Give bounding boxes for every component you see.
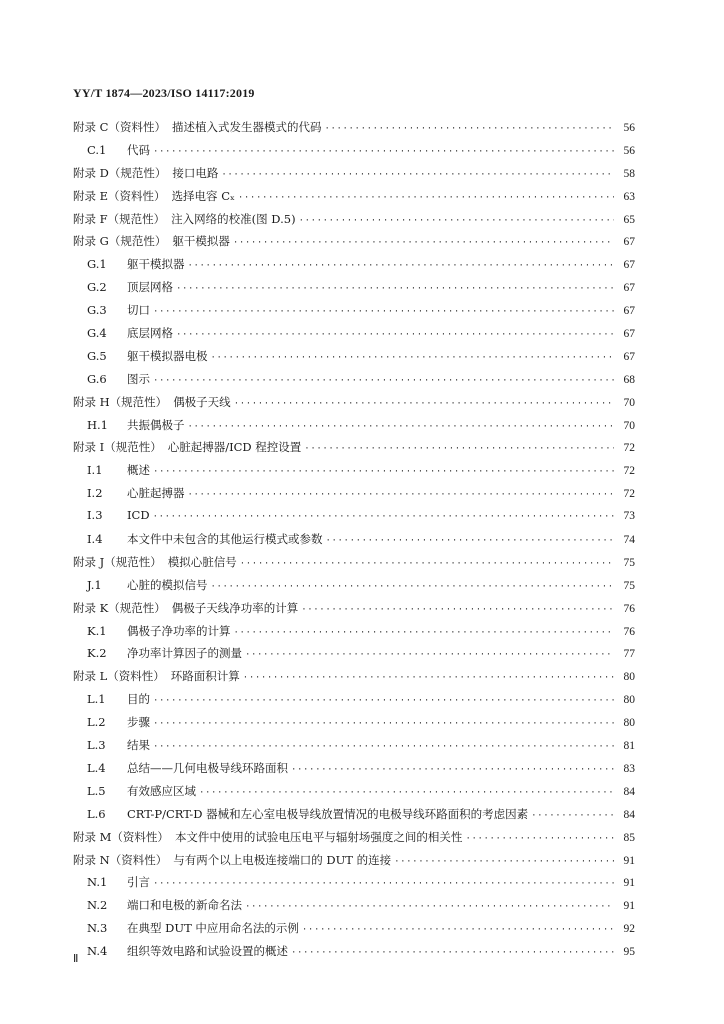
toc-entry-label xyxy=(87,279,173,295)
document-header: YY/T 1874—2023/ISO 14117:2019 xyxy=(73,86,255,100)
dot-leader xyxy=(188,490,615,500)
toc-entry[interactable] xyxy=(73,394,635,417)
toc-entry-number: L.2 xyxy=(87,715,106,730)
dot-leader xyxy=(465,834,614,844)
toc-entry-title: 底层网格 xyxy=(127,326,173,341)
toc-entry[interactable] xyxy=(73,645,635,668)
dot-leader xyxy=(324,124,614,134)
toc-entry-number: I.4 xyxy=(87,532,103,547)
toc-entry-page: 76 xyxy=(623,602,635,615)
toc-entry-number: 附录 D（规范性） xyxy=(73,165,167,180)
toc-entry-label xyxy=(73,829,462,845)
toc-entry[interactable] xyxy=(73,943,635,966)
dot-leader xyxy=(233,238,614,248)
toc-entry-title: 组织等效电路和试验设置的概述 xyxy=(127,944,288,959)
toc-entry-number: 附录 I（规范性） xyxy=(73,440,162,455)
toc-entry-label xyxy=(87,325,173,341)
toc-entry-page: 74 xyxy=(623,534,635,547)
toc-entry-title: 接口电路 xyxy=(172,165,219,180)
toc-entry-label xyxy=(73,439,301,455)
dot-leader xyxy=(240,559,614,569)
toc-entry-title: 心脏起搏器/ICD 程控设置 xyxy=(167,440,302,455)
toc-entry-number: I.1 xyxy=(87,463,103,478)
toc-entry-title: 共振偶极子 xyxy=(127,417,185,432)
toc-entry[interactable] xyxy=(73,554,635,577)
toc-entry-page: 75 xyxy=(623,579,635,592)
toc-entry[interactable] xyxy=(73,806,635,829)
dot-leader xyxy=(238,193,614,203)
toc-entry[interactable] xyxy=(73,165,635,188)
toc-entry[interactable] xyxy=(73,897,635,920)
toc-entry-number: H.1 xyxy=(87,417,109,432)
dot-leader xyxy=(531,811,614,821)
toc-entry-label xyxy=(87,806,528,822)
toc-entry-label xyxy=(73,233,230,249)
toc-entry-page: 56 xyxy=(623,144,635,157)
toc-entry-label xyxy=(87,531,323,547)
toc-entry-page: 85 xyxy=(623,831,635,844)
dot-leader xyxy=(153,147,614,157)
toc-entry-label xyxy=(87,256,185,272)
toc-entry[interactable] xyxy=(73,668,635,691)
toc-entry-number: L.6 xyxy=(87,806,106,821)
toc-entry[interactable] xyxy=(73,119,635,142)
toc-entry-title: 目的 xyxy=(127,692,150,707)
dot-leader xyxy=(153,307,614,317)
toc-entry-page: 58 xyxy=(623,167,635,180)
toc-entry[interactable] xyxy=(73,623,635,646)
toc-entry[interactable] xyxy=(73,302,635,325)
toc-entry-title: 躯干模拟器 xyxy=(127,257,185,272)
toc-entry-page: 67 xyxy=(623,305,635,318)
toc-entry[interactable] xyxy=(73,188,635,211)
toc-entry-number: C.1 xyxy=(87,142,107,157)
toc-entry-label xyxy=(73,394,231,410)
toc-entry-page: 76 xyxy=(623,625,635,638)
toc-entry-number: I.3 xyxy=(87,508,103,523)
toc-entry-label xyxy=(87,737,150,753)
toc-entry-label xyxy=(87,142,150,158)
toc-entry[interactable] xyxy=(73,760,635,783)
dot-leader xyxy=(188,422,615,432)
toc-entry-page: 80 xyxy=(623,694,635,707)
toc-entry-number: I.2 xyxy=(87,486,103,501)
toc-entry-number: 附录 G（规范性） xyxy=(73,234,167,249)
toc-entry[interactable] xyxy=(73,279,635,302)
toc-entry-title: 偶极子天线净功率的计算 xyxy=(171,600,299,615)
toc-entry-title: 代码 xyxy=(127,142,150,157)
toc-entry-title: 引言 xyxy=(127,875,150,890)
toc-entry-title: 心脏的模拟信号 xyxy=(127,577,208,592)
toc-entry-label xyxy=(87,623,231,639)
toc-entry-page: 68 xyxy=(623,373,635,386)
toc-entry-title: 与有两个以上电极连接端口的 DUT 的连接 xyxy=(173,852,392,867)
toc-entry-page: 67 xyxy=(623,350,635,363)
toc-entry-page: 72 xyxy=(623,465,635,478)
toc-entry-title: 图示 xyxy=(127,371,150,386)
dot-leader xyxy=(299,216,614,226)
toc-entry[interactable] xyxy=(73,600,635,623)
toc-entry-label xyxy=(87,348,208,364)
toc-entry-label xyxy=(87,783,196,799)
dot-leader xyxy=(199,788,614,798)
toc-entry-page: 67 xyxy=(623,328,635,341)
toc-entry-number: 附录 N（资料性） xyxy=(73,852,168,867)
toc-entry-page: 67 xyxy=(623,259,635,272)
toc-entry-page: 81 xyxy=(623,740,635,753)
toc-entry-label xyxy=(73,600,298,616)
toc-entry-label xyxy=(87,577,208,593)
dot-leader xyxy=(394,857,614,867)
toc-entry-page: 63 xyxy=(623,190,635,203)
dot-leader xyxy=(188,261,615,271)
toc-entry-page: 80 xyxy=(623,717,635,730)
toc-entry-label xyxy=(87,645,242,661)
toc-entry-number: L.3 xyxy=(87,738,106,753)
toc-entry-title: 结果 xyxy=(127,738,150,753)
toc-entry-label xyxy=(87,371,150,387)
toc-entry-number: K.2 xyxy=(87,646,107,661)
toc-entry-number: N.4 xyxy=(87,944,108,959)
toc-entry-page: 91 xyxy=(623,900,635,913)
toc-entry-title: 偶极子净功率的计算 xyxy=(127,623,231,638)
toc-entry-title: 躯干模拟器 xyxy=(172,234,230,249)
toc-entry-page: 67 xyxy=(623,282,635,295)
dot-leader xyxy=(153,696,614,706)
dot-leader xyxy=(301,605,614,615)
toc-entry-title: 本文件中使用的试验电压电平与辐射场强度之间的相关性 xyxy=(174,829,463,844)
dot-leader xyxy=(243,673,614,683)
toc-entry-number: 附录 H（规范性） xyxy=(73,394,168,409)
toc-entry-number: L.1 xyxy=(87,692,106,707)
toc-entry-label xyxy=(87,462,150,478)
toc-entry-number: G.1 xyxy=(87,257,107,272)
toc-entry-page: 83 xyxy=(623,762,635,775)
toc-entry-label xyxy=(87,897,242,913)
toc-entry[interactable] xyxy=(73,691,635,714)
toc-entry-label xyxy=(87,508,150,522)
toc-entry[interactable] xyxy=(73,829,635,852)
toc-entry-label xyxy=(73,165,218,181)
toc-entry-title: 在典型 DUT 中应用命名法的示例 xyxy=(127,921,299,936)
toc-entry-label xyxy=(87,874,150,890)
toc-entry-title: 端口和电极的新命名法 xyxy=(127,898,242,913)
toc-entry-title: 偶极子天线 xyxy=(173,394,231,409)
toc-entry[interactable] xyxy=(73,920,635,943)
toc-entry-label xyxy=(87,920,299,936)
toc-entry-label xyxy=(87,943,288,959)
toc-entry[interactable] xyxy=(73,737,635,760)
toc-entry-number: J.1 xyxy=(87,577,102,592)
dot-leader xyxy=(176,284,614,294)
toc-entry-label xyxy=(87,760,288,776)
toc-entry-page: 84 xyxy=(623,808,635,821)
toc-entry-page: 73 xyxy=(623,510,635,523)
toc-entry[interactable] xyxy=(73,852,635,875)
table-of-contents xyxy=(73,119,635,966)
toc-entry[interactable] xyxy=(73,233,635,256)
toc-entry-page: 56 xyxy=(623,122,635,134)
dot-leader xyxy=(153,376,614,386)
toc-entry-title: 选择电容 Cₓ xyxy=(171,188,235,203)
toc-entry-page: 70 xyxy=(623,396,635,409)
dot-leader xyxy=(245,650,614,660)
toc-entry-page: 95 xyxy=(623,946,635,959)
toc-entry-number: G.6 xyxy=(87,371,107,386)
dot-leader xyxy=(153,719,614,729)
toc-entry-title: 有效感应区域 xyxy=(127,783,196,798)
toc-entry-number: 附录 E（资料性） xyxy=(73,188,166,203)
toc-entry-title: 顶层网格 xyxy=(127,280,173,295)
toc-entry-page: 91 xyxy=(623,877,635,890)
toc-entry-label xyxy=(87,714,150,730)
toc-entry[interactable] xyxy=(73,325,635,348)
toc-entry-number: G.3 xyxy=(87,303,107,318)
toc-entry-number: G.2 xyxy=(87,280,107,295)
toc-entry[interactable] xyxy=(73,142,635,165)
toc-entry-label xyxy=(73,119,321,135)
toc-entry-page: 92 xyxy=(623,923,635,936)
dot-leader xyxy=(326,536,615,546)
toc-entry[interactable] xyxy=(73,371,635,394)
toc-entry[interactable] xyxy=(73,577,635,600)
toc-entry[interactable] xyxy=(73,783,635,806)
toc-entry-number: L.5 xyxy=(87,783,106,798)
toc-entry-label xyxy=(73,211,296,227)
toc-entry-label xyxy=(87,302,150,318)
dot-leader xyxy=(153,879,614,889)
toc-entry-label xyxy=(73,554,237,570)
toc-entry-number: 附录 L（资料性） xyxy=(73,669,165,684)
toc-entry-title: 总结——几何电极导线环路面积 xyxy=(127,760,288,775)
toc-entry-number: 附录 C（资料性） xyxy=(73,120,166,134)
toc-entry-page: 72 xyxy=(623,488,635,501)
dot-leader xyxy=(211,353,615,363)
page-number-footer: Ⅱ xyxy=(73,953,79,965)
toc-entry-page: 77 xyxy=(623,648,635,661)
toc-entry[interactable] xyxy=(73,508,635,531)
toc-entry-title: 概述 xyxy=(127,463,150,478)
dot-leader xyxy=(234,399,614,409)
toc-entry-label xyxy=(87,417,185,433)
toc-entry-title: CRT-P/CRT-D 器械和左心室电极导线放置情况的电极导线环路面积的考虑因素 xyxy=(127,806,529,821)
toc-entry-number: G.5 xyxy=(87,348,107,363)
toc-entry[interactable] xyxy=(73,462,635,485)
toc-entry-number: N.3 xyxy=(87,921,108,936)
dot-leader xyxy=(153,467,614,477)
toc-entry[interactable] xyxy=(73,439,635,462)
toc-entry-page: 65 xyxy=(623,213,635,226)
toc-entry-page: 75 xyxy=(623,556,635,569)
dot-leader xyxy=(291,948,614,958)
toc-entry-label xyxy=(87,485,185,501)
dot-leader xyxy=(221,170,614,180)
toc-entry-number: G.4 xyxy=(87,326,107,341)
toc-entry-title: 注入网络的校准(图 D.5) xyxy=(171,211,296,226)
toc-entry-number: 附录 M（资料性） xyxy=(73,829,169,844)
toc-entry[interactable] xyxy=(73,485,635,508)
toc-entry-title: 切口 xyxy=(127,303,150,318)
dot-leader xyxy=(234,628,615,638)
toc-entry-number: L.4 xyxy=(87,760,106,775)
toc-entry-title: 描述植入式发生器模式的代码 xyxy=(171,120,322,134)
toc-entry-number: K.1 xyxy=(87,623,107,638)
toc-entry-page: 70 xyxy=(623,419,635,432)
toc-entry[interactable] xyxy=(73,256,635,279)
toc-entry-number: N.2 xyxy=(87,898,108,913)
toc-entry-page: 84 xyxy=(623,785,635,798)
toc-entry-number: 附录 K（规范性） xyxy=(73,600,166,615)
toc-entry-title: 心脏起搏器 xyxy=(127,486,185,501)
toc-entry-label xyxy=(73,188,235,204)
toc-entry-number: N.1 xyxy=(87,875,108,890)
toc-entry[interactable] xyxy=(73,531,635,554)
toc-entry-label xyxy=(73,852,391,868)
toc-entry[interactable] xyxy=(73,348,635,371)
dot-leader xyxy=(302,925,614,935)
toc-entry-title: 本文件中未包含的其他运行模式或参数 xyxy=(127,532,323,547)
toc-entry-title: ICD xyxy=(127,508,150,523)
dot-leader xyxy=(153,512,614,522)
toc-entry-page: 67 xyxy=(623,236,635,249)
toc-entry-label xyxy=(87,691,150,707)
dot-leader xyxy=(304,444,614,454)
toc-entry-title: 步骤 xyxy=(127,715,150,730)
toc-entry[interactable] xyxy=(73,417,635,440)
toc-entry-title: 环路面积计算 xyxy=(170,669,240,684)
toc-entry-title: 躯干模拟器电极 xyxy=(127,348,208,363)
dot-leader xyxy=(245,902,614,912)
dot-leader xyxy=(176,330,614,340)
toc-entry[interactable] xyxy=(73,211,635,234)
toc-entry-page: 91 xyxy=(623,854,635,867)
dot-leader xyxy=(153,742,614,752)
toc-entry[interactable] xyxy=(73,714,635,737)
toc-entry-page: 80 xyxy=(623,671,635,684)
dot-leader xyxy=(211,582,615,592)
toc-entry-number: 附录 J（规范性） xyxy=(73,554,162,569)
dot-leader xyxy=(291,765,614,775)
toc-entry-label xyxy=(73,668,240,684)
toc-entry-title: 净功率计算因子的测量 xyxy=(127,646,242,661)
toc-entry-page: 72 xyxy=(623,442,635,455)
toc-entry-title: 模拟心脏信号 xyxy=(167,554,237,569)
toc-entry-number: 附录 F（规范性） xyxy=(73,211,166,226)
toc-entry[interactable] xyxy=(73,874,635,897)
